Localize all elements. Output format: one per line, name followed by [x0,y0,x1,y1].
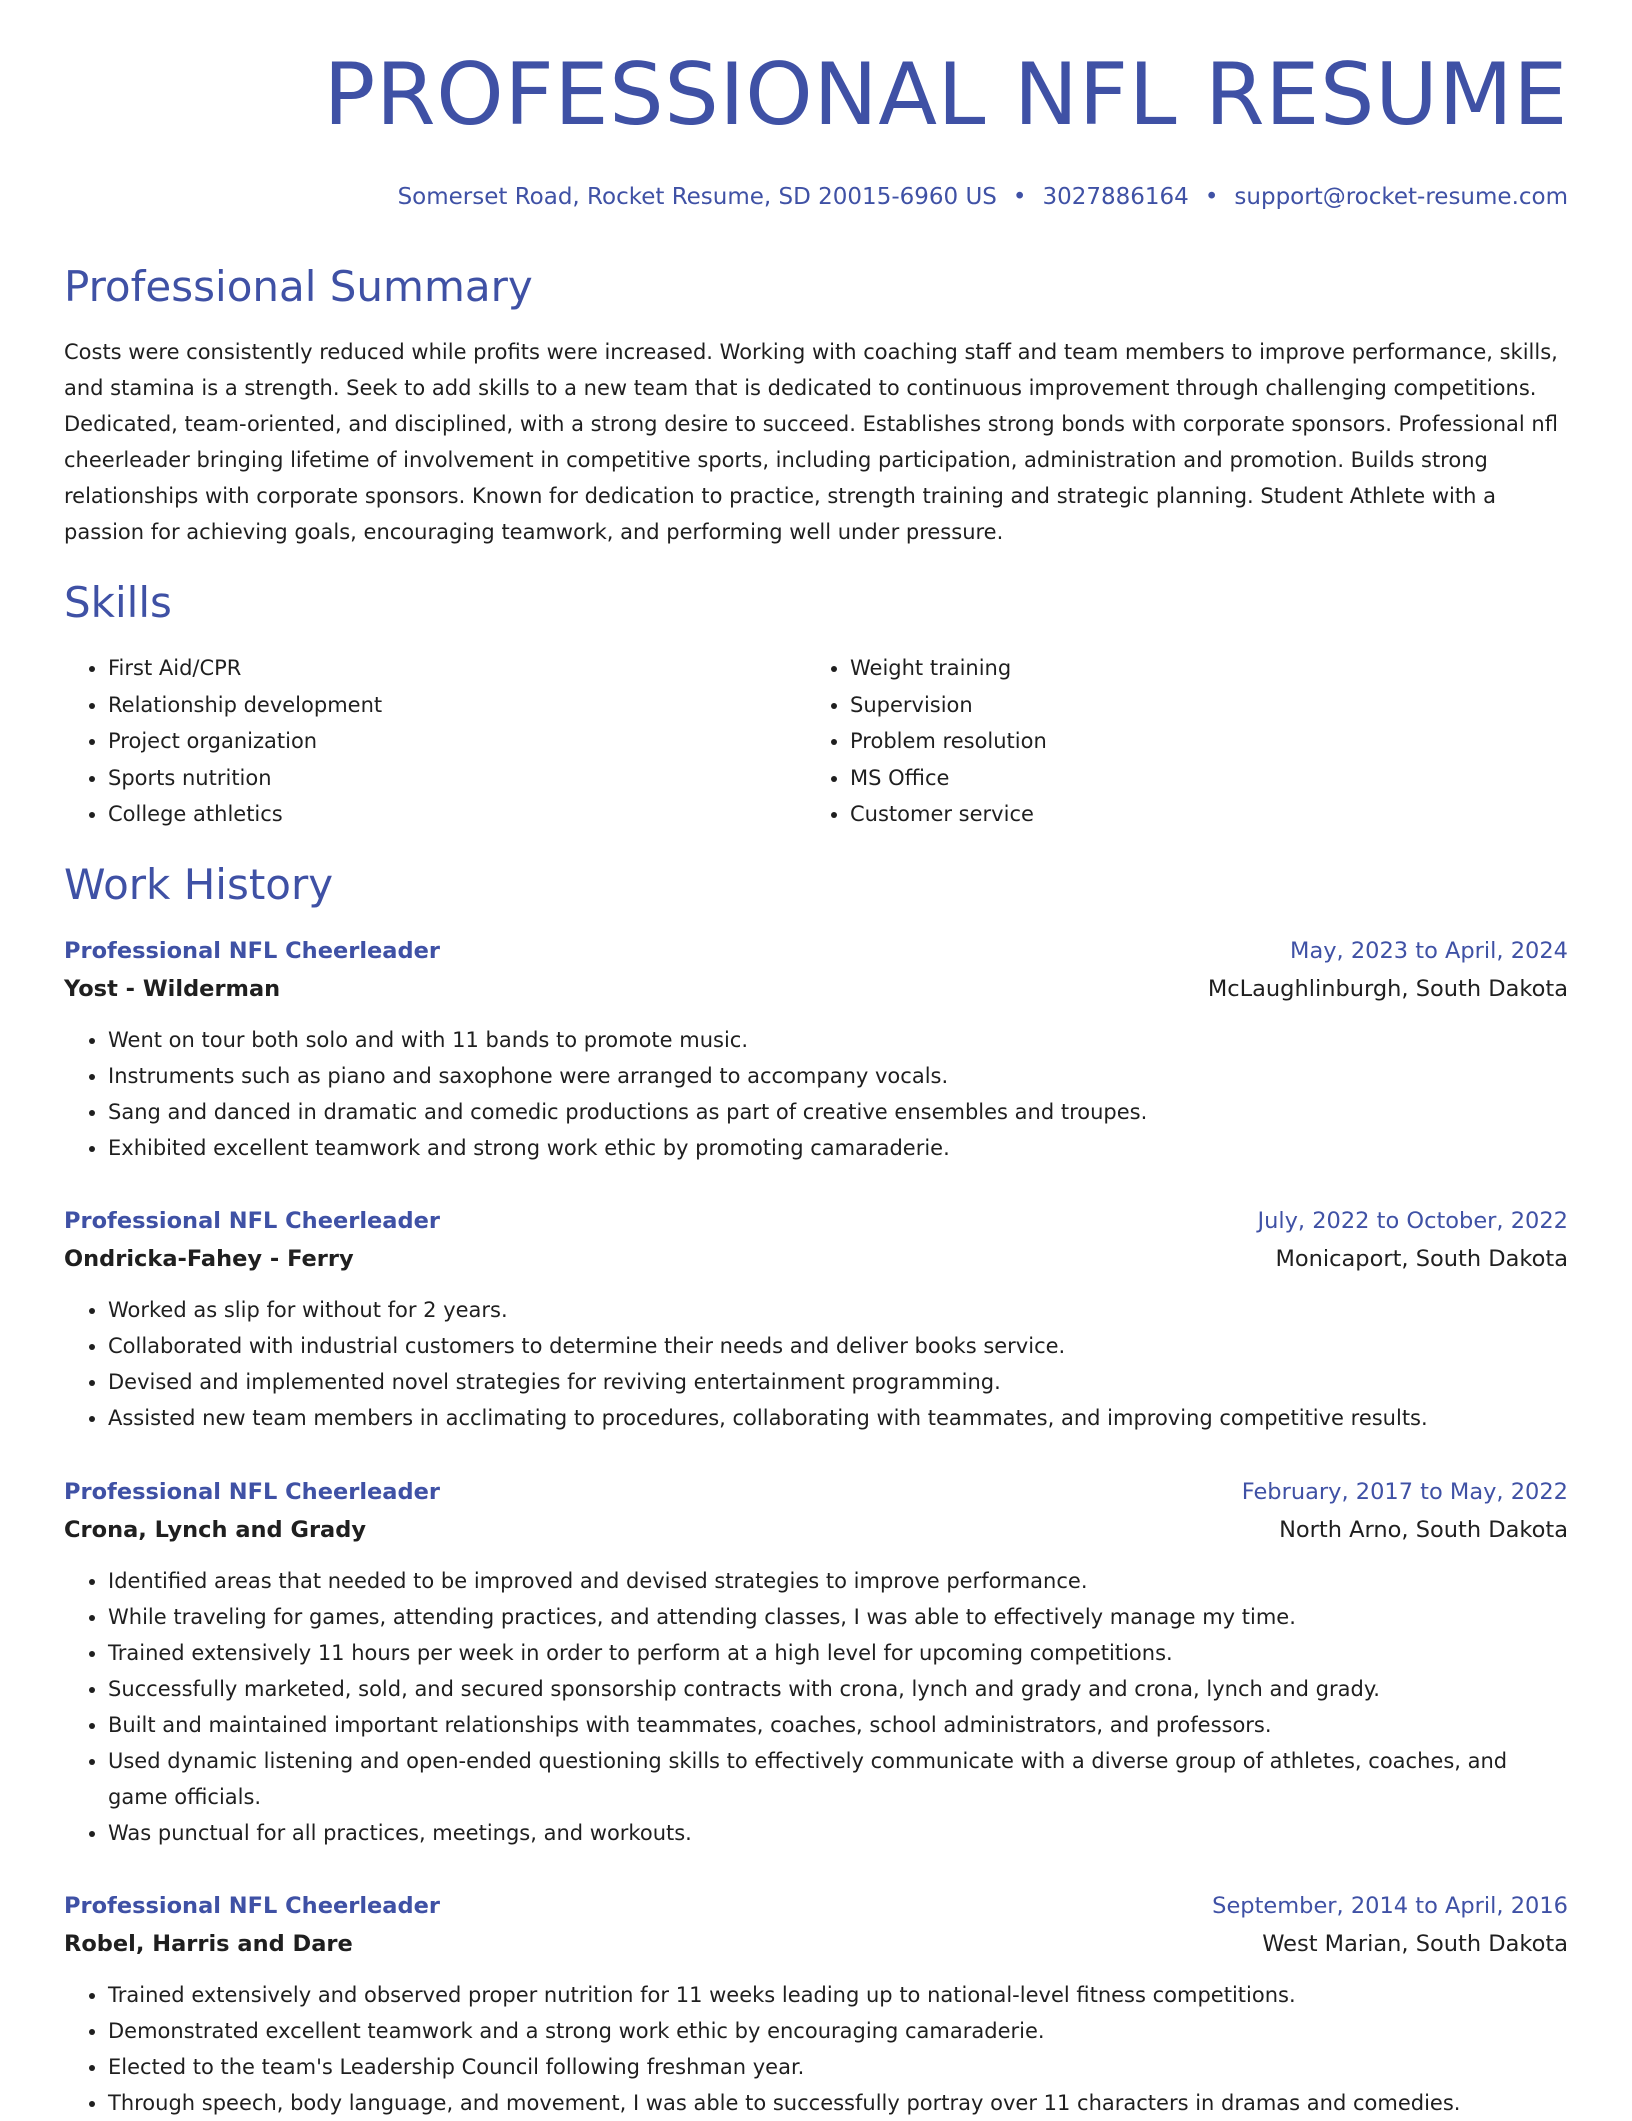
job-dates: July, 2022 to October, 2022 [1257,1208,1568,1234]
job-bullet: • Sang and danced in dramatic and comedic productions as part of creative ensembles and troupes. [108,1094,1568,1130]
contact-phone: 3027886164 [1042,184,1189,210]
job-title: Professional NFL Cheerleader [64,1208,440,1234]
work-history-heading: Work History [64,860,334,909]
skill-item: • Problem resolution [850,723,1047,760]
contact-separator: • [1204,184,1219,210]
job-title-row [64,932,1568,970]
job-bullet: • Identified areas that needed to be improved and devised strategies to improve performance. [108,1563,1568,1599]
job-title: Professional NFL Cheerleader [64,1479,440,1505]
resume-name: PROFESSIONAL NFL RESUME [323,45,1568,145]
job-bullet: • Went on tour both solo and with 11 bands to promote music. [108,1022,1568,1058]
skills-heading: Skills [64,578,172,627]
contact-address: Somerset Road, Rocket Resume, SD 20015-6960 US [397,184,997,210]
job-title: Professional NFL Cheerleader [64,1893,440,1919]
job-bullet: • Through speech, body language, and movement, I was able to successfully portray over 11 characters in dramas and comedies. [108,2085,1568,2121]
skill-item: • Relationship development [108,687,382,724]
job-company-row [64,970,1568,1008]
job-bullet: • Exhibited excellent teamwork and strong work ethic by promoting camaraderie. [108,1130,1568,1166]
summary-heading: Professional Summary [64,262,533,311]
job-entry [64,1887,1568,2121]
job-company-row [64,1511,1568,1549]
job-location: McLaughlinburgh, South Dakota [1207,976,1568,1002]
job-entry [64,1473,1568,1851]
job-bullet: • Built and maintained important relationships with teammates, coaches, school administrators, and professors. [108,1707,1568,1743]
job-dates: February, 2017 to May, 2022 [1241,1479,1568,1505]
skills-list-left [64,650,382,833]
job-bullets [64,1022,1568,1166]
summary-text: Costs were consistently reduced while profits were increased. Working with coaching staff and team members to improve performance, skills, and stamina is a strength. Seek to add skills to a new team that is dedicated to continuous improvement through challenging competitions. Dedicated, team-oriented, and disciplined, with a strong desire to succeed. Establishes strong bonds with corporate sponsors. Professional nfl cheerleader bringing lifetime of involvement in competitive sports, including participation, administration and promotion. Builds strong relationships with corporate sponsors. Known for dedication to practice, strength training and strategic planning. Student Athlete with a passion for achieving goals, encouraging teamwork, and performing well under pressure. [64,340,1558,544]
skill-item: • First Aid/CPR [108,650,382,687]
job-entry [64,1202,1568,1436]
skill-item: • Supervision [850,687,1047,724]
job-company: Ondricka-Fahey - Ferry [64,1246,354,1272]
job-bullets [64,1292,1568,1436]
job-location: Monicaport, South Dakota [1275,1246,1568,1272]
skill-item: • College athletics [108,796,382,833]
job-company: Crona, Lynch and Grady [64,1517,366,1543]
job-title-row [64,1887,1568,1925]
job-title-row [64,1202,1568,1240]
skill-item: • MS Office [850,760,1047,797]
job-bullet: • Trained extensively and observed proper nutrition for 11 weeks leading up to national-level fitness competitions. [108,1977,1568,2013]
job-company-row [64,1240,1568,1278]
job-dates: May, 2023 to April, 2024 [1290,938,1568,964]
job-bullet: • Assisted new team members in acclimating to procedures, collaborating with teammates, and improving competitive results. [108,1400,1568,1436]
job-bullet: • Was punctual for all practices, meetings, and workouts. [108,1815,1568,1851]
job-bullet: • Demonstrated excellent teamwork and a strong work ethic by encouraging camaraderie. [108,2013,1568,2049]
job-location: West Marian, South Dakota [1262,1931,1568,1957]
job-company: Robel, Harris and Dare [64,1931,353,1957]
job-bullet: • Trained extensively 11 hours per week in order to perform at a high level for upcoming competitions. [108,1635,1568,1671]
job-entry [64,932,1568,1166]
contact-line [398,182,1568,212]
job-company: Yost - Wilderman [64,976,281,1002]
job-bullet: • Collaborated with industrial customers to determine their needs and deliver books service. [108,1328,1568,1364]
job-title: Professional NFL Cheerleader [64,938,440,964]
job-title-row [64,1473,1568,1511]
skill-item: • Project organization [108,723,382,760]
job-bullet: • Elected to the team's Leadership Council following freshman year. [108,2049,1568,2085]
contact-email: support@rocket-resume.com [1234,184,1568,210]
job-bullet: • While traveling for games, attending practices, and attending classes, I was able to effectively manage my time. [108,1599,1568,1635]
job-bullets [64,1563,1568,1851]
job-bullet: • Successfully marketed, sold, and secured sponsorship contracts with crona, lynch and grady and crona, lynch and grady. [108,1671,1568,1707]
skill-item: • Customer service [850,796,1047,833]
job-bullet: • Instruments such as piano and saxophone were arranged to accompany vocals. [108,1058,1568,1094]
job-dates: September, 2014 to April, 2016 [1212,1893,1568,1919]
skill-item: • Weight training [850,650,1047,687]
job-company-row [64,1925,1568,1963]
job-bullets [64,1977,1568,2121]
contact-separator: • [1012,184,1027,210]
job-bullet: • Used dynamic listening and open-ended questioning skills to effectively communicate with a diverse group of athletes, coaches, and game officials. [108,1743,1568,1815]
job-bullet: • Devised and implemented novel strategies for reviving entertainment programming. [108,1364,1568,1400]
job-bullet: • Worked as slip for without for 2 years. [108,1292,1568,1328]
skills-list-right [806,650,1047,833]
job-location: North Arno, South Dakota [1279,1517,1568,1543]
skill-item: • Sports nutrition [108,760,382,797]
